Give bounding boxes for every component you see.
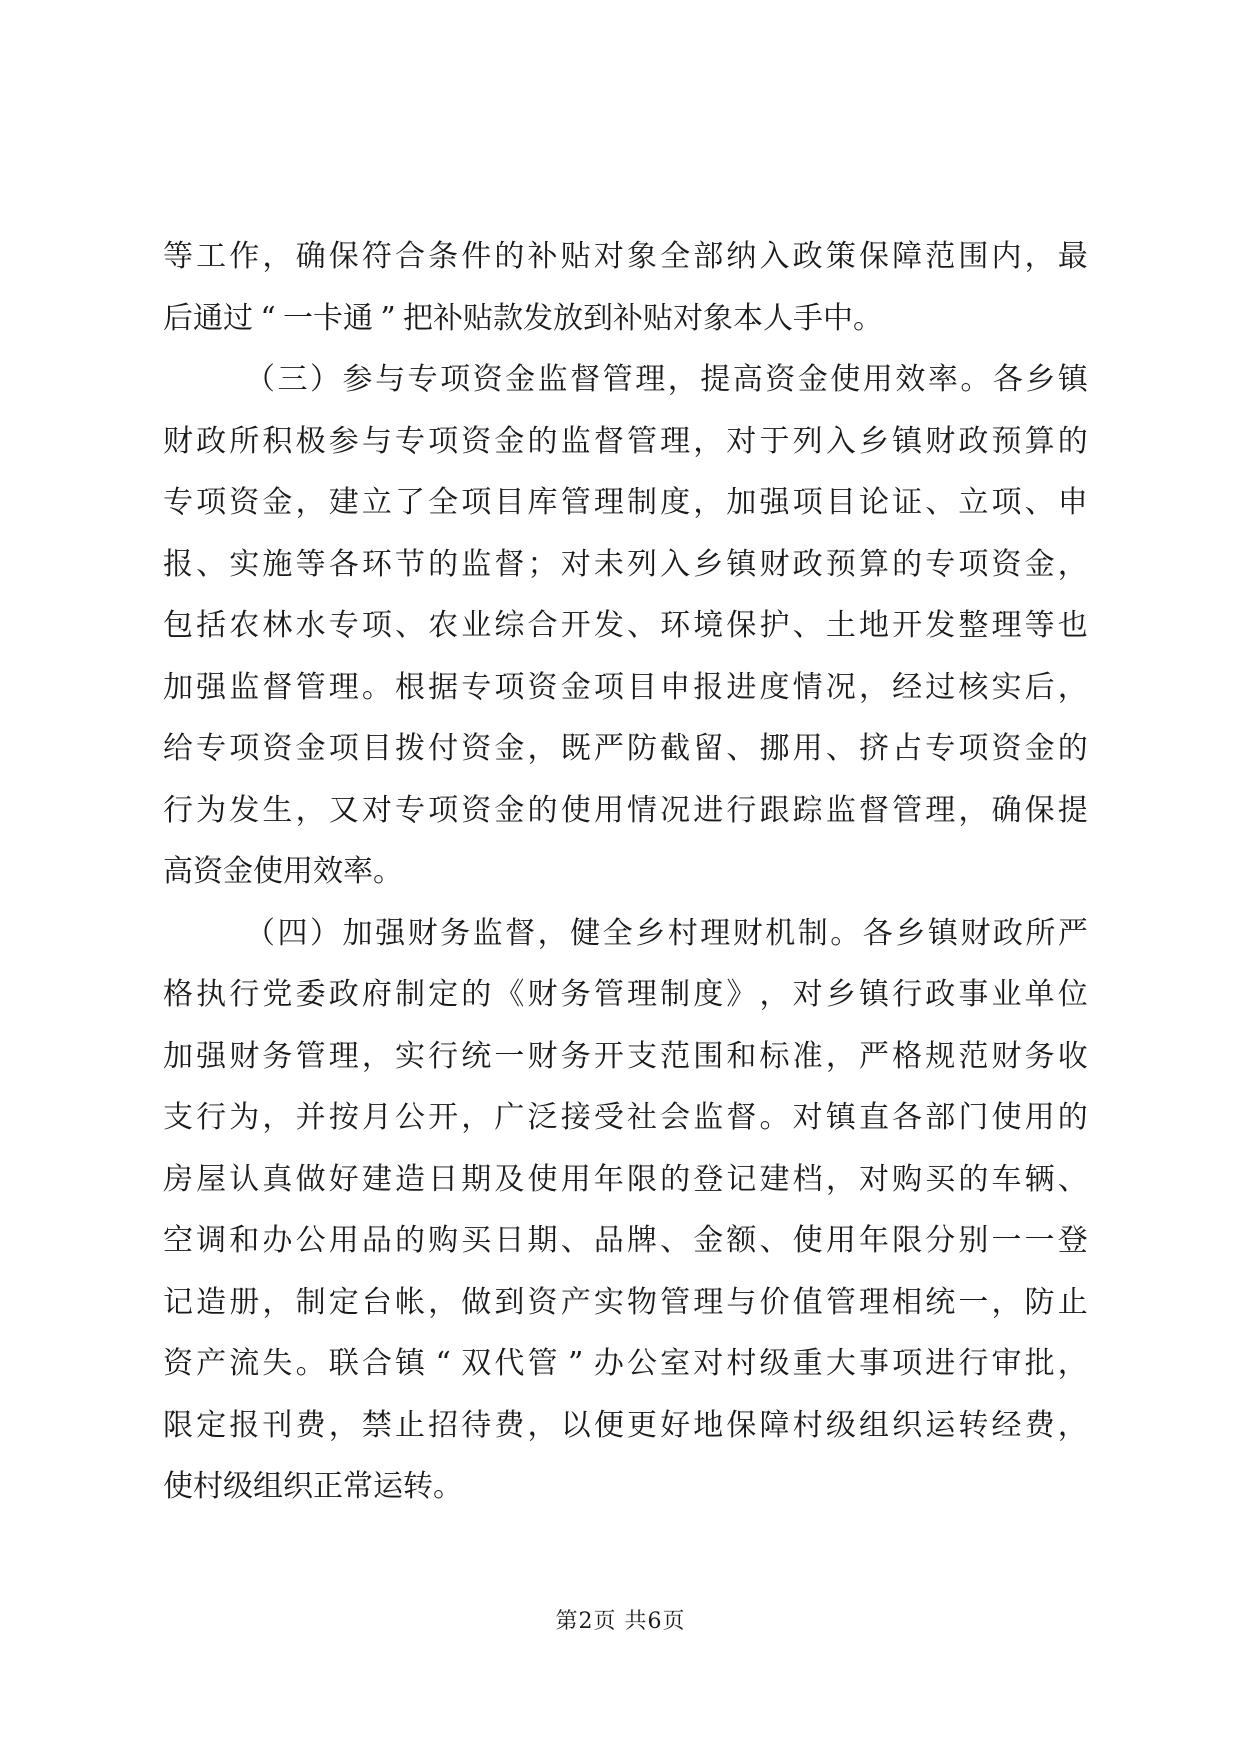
text-line: 空 调 和 办 公 用 品 的 购 买 日 期 、 品 牌 、 金 额 、 使 用 年 限 分 别 一 一 登	[163, 1223, 1088, 1258]
document-body	[163, 226, 1088, 1518]
text-line: 等 工 作 ， 确 保 符 合 条 件 的 补 贴 对 象 全 部 纳 入 政 策 保 障 范 围 内 ， 最	[163, 239, 1088, 274]
text-line: 高 资 金 使 用 效 率 。	[163, 854, 403, 889]
paragraph	[163, 226, 1088, 349]
text-line: 行 为 发 生 ， 又 对 专 项 资 金 的 使 用 情 况 进 行 跟 踪 监 督 管 理 ， 确 保 提	[163, 792, 1088, 828]
text-line: 加 强 财 务 管 理 ， 实 行 统 一 财 务 开 支 范 围 和 标 准 ， 严 格 规 范 财 务 收	[163, 1038, 1088, 1074]
text-line: 报 、 实 施 等 各 环 节 的 监 督 ； 对 未 列 入 乡 镇 财 政 预 算 的 专 项 资 金 ，	[163, 546, 1088, 582]
paragraph	[163, 903, 1088, 1518]
paragraph	[163, 349, 1088, 903]
text-line: （ 四 ） 加 强 财 务 监 督 ， 健 全 乡 村 理 财 机 制 。 各 乡 镇 财 政 所 严	[245, 915, 1088, 951]
page-footer: 第2页 共6页	[555, 1609, 686, 1634]
text-line: 财 政 所 积 极 参 与 专 项 资 金 的 监 督 管 理 ， 对 于 列 入 乡 镇 财 政 预 算 的	[163, 423, 1088, 459]
text-line: 支 行 为 ， 并 按 月 公 开 ， 广 泛 接 受 社 会 监 督 。 对 镇 直 各 部 门 使 用 的	[163, 1100, 1088, 1135]
text-line: 加 强 监 督 管 理 。 根 据 专 项 资 金 项 目 申 报 进 度 情 况 ， 经 过 核 实 后 ，	[163, 669, 1088, 705]
text-line: 后 通 过 “ 一 卡 通 ” 把 补 贴 款 发 放 到 补 贴 对 象 本 人 手 中 。	[163, 300, 883, 336]
text-line: 格 执 行 党 委 政 府 制 定 的 《 财 务 管 理 制 度 》 ， 对 乡 镇 行 政 事 业 单 位	[163, 977, 1088, 1012]
text-line: 资 产 流 失 。 联 合 镇 “ 双 代 管 ” 办 公 室 对 村 级 重 大 事 项 进 行 审 批 ，	[163, 1346, 1088, 1381]
text-line: 记 造 册 ， 制 定 台 帐 ， 做 到 资 产 实 物 管 理 与 价 值 管 理 相 统 一 ， 防 止	[163, 1284, 1088, 1320]
text-line: 专 项 资 金 ， 建 立 了 全 项 目 库 管 理 制 度 ， 加 强 项 目 论 证 、 立 项 、 申	[163, 485, 1088, 520]
text-line: 给 专 项 资 金 项 目 拨 付 资 金 ， 既 严 防 截 留 、 挪 用 、 挤 占 专 项 资 金 的	[163, 731, 1088, 766]
text-line: 房 屋 认 真 做 好 建 造 日 期 及 使 用 年 限 的 登 记 建 档 ， 对 购 买 的 车 辆 、	[163, 1161, 1088, 1197]
text-line: 使 村 级 组 织 正 常 运 转 。	[163, 1469, 463, 1504]
text-line: 限 定 报 刊 费 ， 禁 止 招 待 费 ， 以 便 更 好 地 保 障 村 级 组 织 运 转 经 费 ，	[163, 1407, 1088, 1443]
text-line: 包 括 农 林 水 专 项 、 农 业 综 合 开 发 、 环 境 保 护 、 土 地 开 发 整 理 等 也	[163, 608, 1088, 643]
text-line: （ 三 ） 参 与 专 项 资 金 监 督 管 理 ， 提 高 资 金 使 用 效 率 。 各 乡 镇	[245, 362, 1088, 397]
